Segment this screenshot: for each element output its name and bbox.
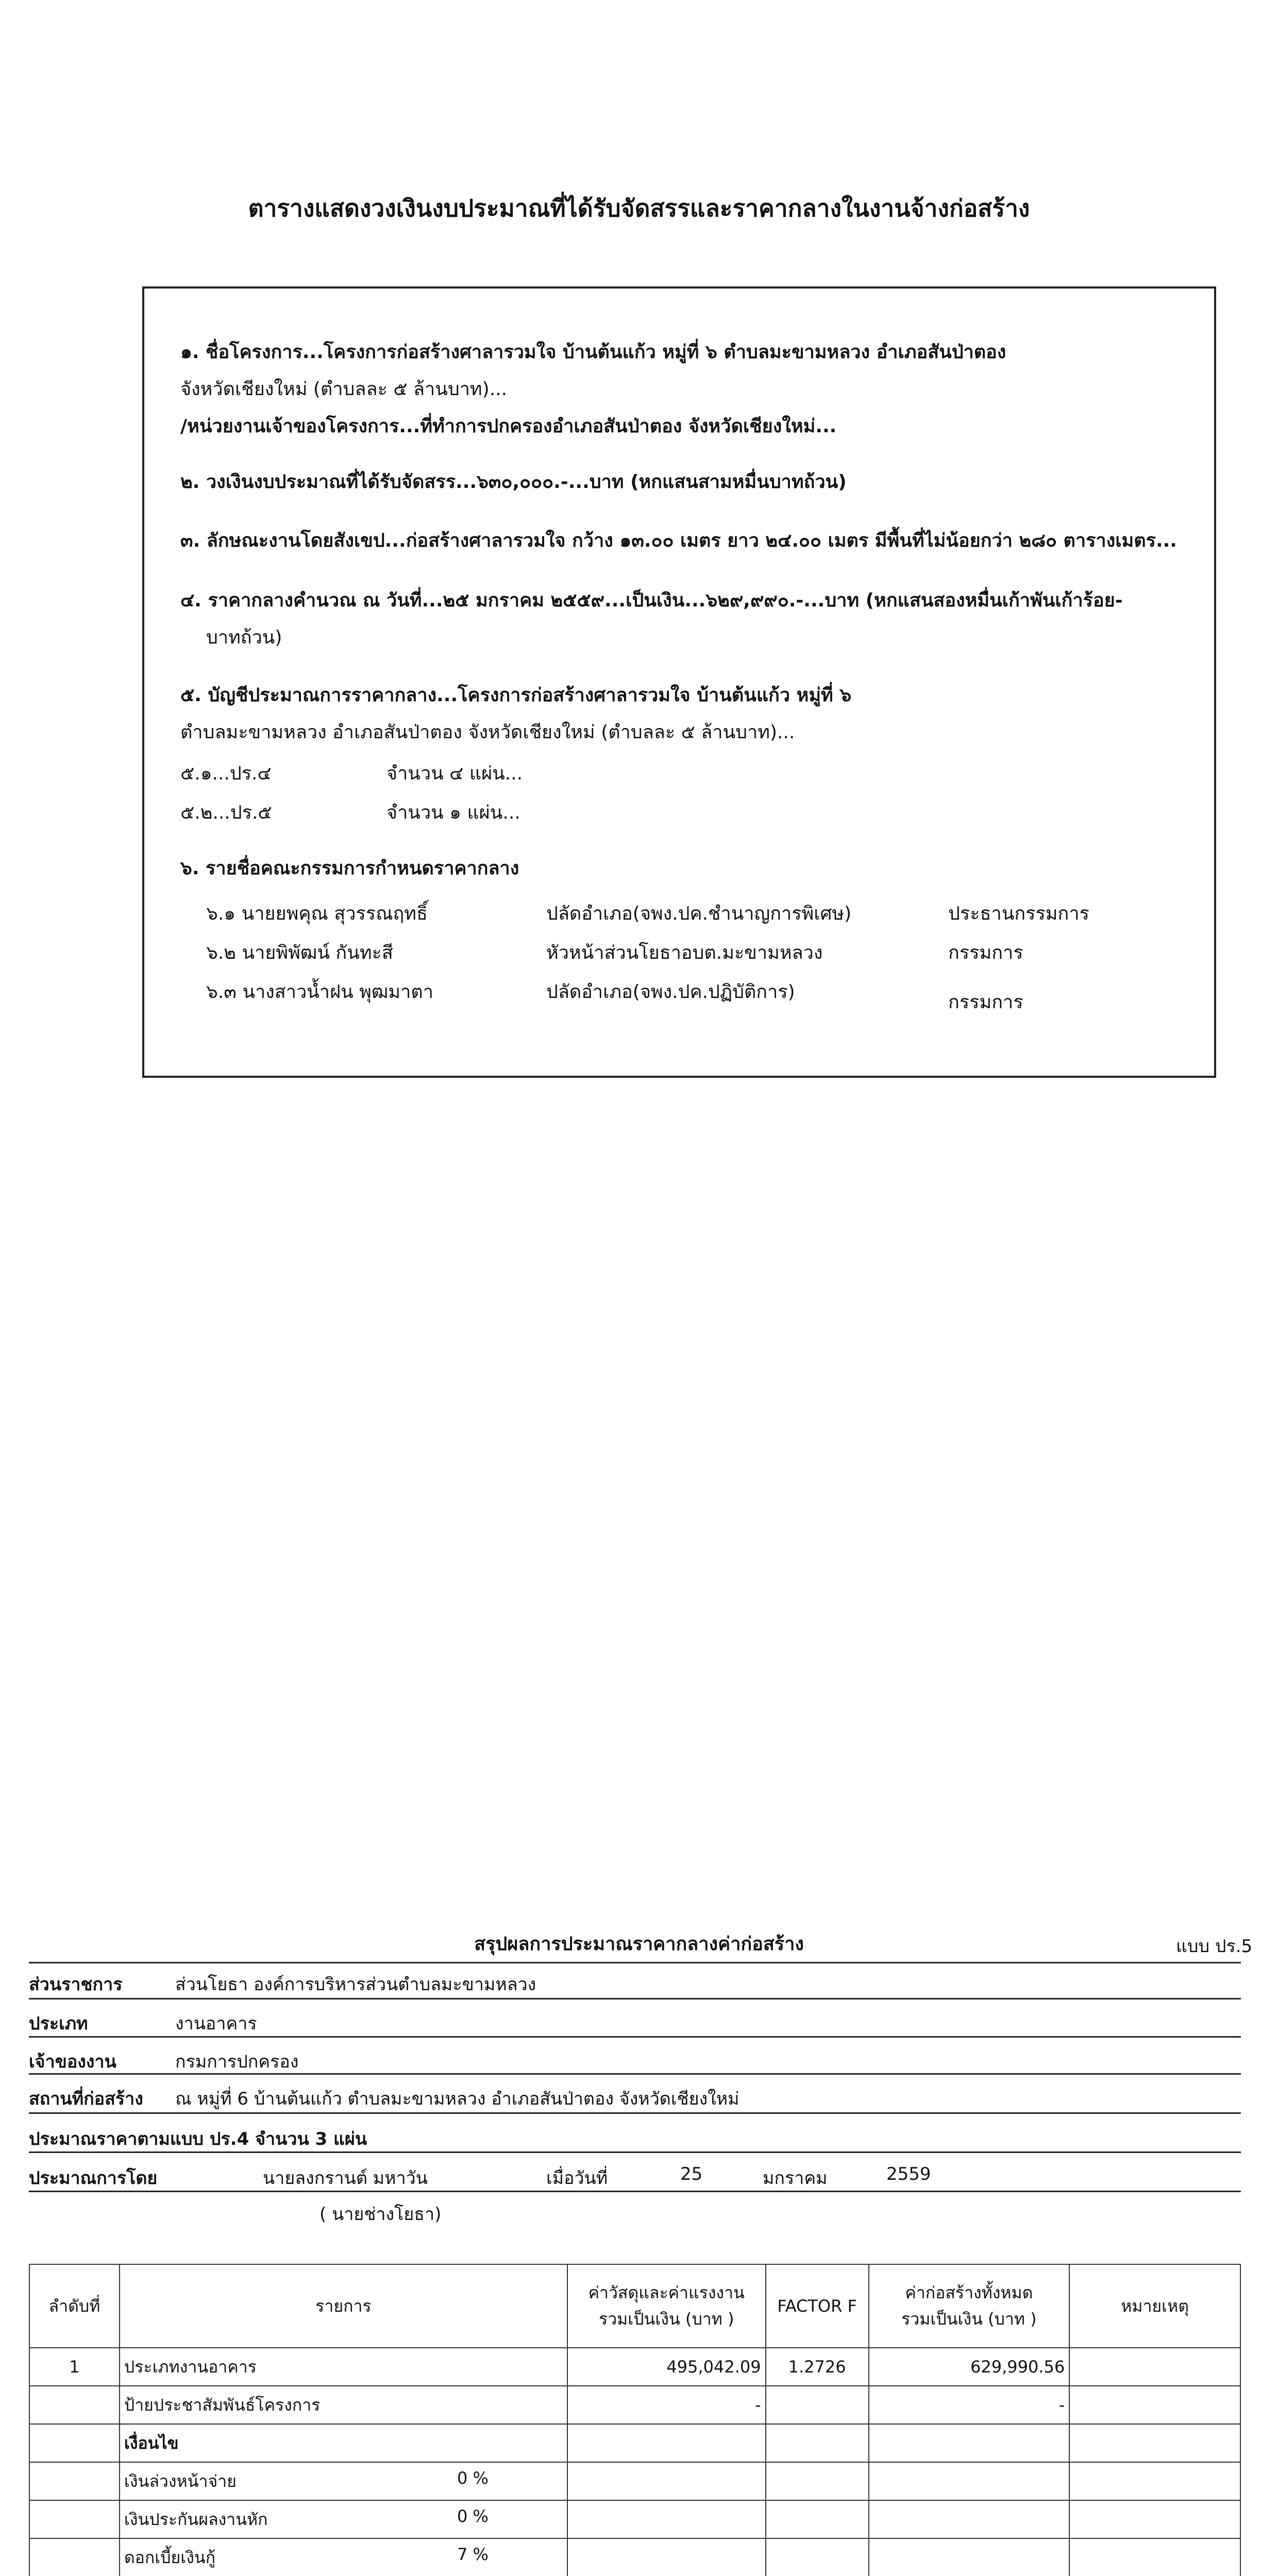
row-material: - <box>567 2386 766 2424</box>
committee-heading: ๖. รายชื่อคณะกรรมการกำหนดราคากลาง <box>180 858 519 879</box>
row-factor: 1.2726 <box>766 2348 869 2386</box>
table-row <box>29 2424 1240 2462</box>
row-remark <box>1069 2386 1240 2424</box>
owner-value: กรมการปกครอง <box>175 2052 299 2072</box>
form-code-label: แบบ ปร.5 <box>1176 1936 1253 1957</box>
form-pr4-label: ๕.๑...ปร.๔ <box>180 763 272 784</box>
type-label: ประเภท <box>29 2013 88 2034</box>
retention-condition <box>120 2500 567 2538</box>
date-month: มกราคม <box>763 2168 828 2189</box>
row-factor <box>766 2500 869 2538</box>
date-year: 2559 <box>886 2164 931 2184</box>
reference-price-line-2: บาทถ้วน) <box>206 627 282 648</box>
row-material <box>567 2538 766 2576</box>
divider <box>29 2073 1241 2075</box>
table-header-row <box>29 2264 1240 2348</box>
condition-value: 7 % <box>457 2544 489 2564</box>
divider <box>29 2036 1241 2038</box>
condition-label: เงินประกันผลงานหัก <box>124 2509 268 2529</box>
row-remark <box>1069 2462 1240 2500</box>
row-no <box>29 2500 120 2538</box>
committee-member-position: หัวหน้าส่วนโยธาอบต.มะขามหลวง <box>546 942 823 963</box>
agency-label: ส่วนราชการ <box>29 1974 123 1995</box>
header-remark: หมายเหตุ <box>1069 2264 1240 2348</box>
committee-member-role: กรรมการ <box>948 942 1023 963</box>
row-remark <box>1069 2538 1240 2576</box>
reference-price-line: ๔. ราคากลางคำนวณ ณ วันที่...๒๕ มกราคม ๒๕๕๙...เป็นเงิน...๖๒๙,๙๙๐.-...บาท (หกแสนสองหมื่นเก้าพันเก้าร้อย- <box>180 590 1123 611</box>
agency-value: ส่วนโยธา องค์การบริหารส่วนตำบลมะขามหลวง <box>175 1974 536 1995</box>
row-no <box>29 2386 120 2424</box>
divider <box>29 2151 1241 2153</box>
form-pr5-label: ๕.๒...ปร.๕ <box>180 802 272 823</box>
owner-label: เจ้าของงาน <box>29 2052 116 2072</box>
project-info-box <box>142 286 1216 1078</box>
row-material: 495,042.09 <box>567 2348 766 2386</box>
condition-value: 0 % <box>457 2468 489 2488</box>
condition-label: เงินล่วงหน้าจ่าย <box>124 2471 237 2491</box>
row-item: ป้ายประชาสัมพันธ์โครงการ <box>120 2386 567 2424</box>
row-material <box>567 2424 766 2462</box>
row-remark <box>1069 2500 1240 2538</box>
header-no: ลำดับที่ <box>29 2264 120 2348</box>
committee-member-name: ๖.๑ นายยพคุณ สุวรรณฤทธิ์ <box>206 903 428 924</box>
table-row <box>29 2500 1240 2538</box>
header-material-line1: ค่าวัสดุและค่าแรงงาน <box>588 2283 745 2302</box>
header-material <box>567 2264 766 2348</box>
header-factor: FACTOR F <box>766 2264 869 2348</box>
project-name-line: ๑. ชื่อโครงการ...โครงการก่อสร้างศาลารวมใจ บ้านต้นแก้ว หมู่ที่ ๖ ตำบลมะขามหลวง อำเภอสันป่าตอง <box>180 342 1006 363</box>
row-remark <box>1069 2424 1240 2462</box>
committee-member-position: ปลัดอำเภอ(จพง.ปค.ชำนาญการพิเศษ) <box>546 903 852 924</box>
table-row <box>29 2386 1240 2424</box>
row-total <box>869 2462 1070 2500</box>
row-material <box>567 2500 766 2538</box>
table-row <box>29 2462 1240 2500</box>
divider <box>29 1962 1241 1963</box>
site-value: ณ หมู่ที่ 6 บ้านต้นแก้ว ตำบลมะขามหลวง อำเภอสันป่าตอง จังหวัดเชียงใหม่ <box>175 2089 739 2109</box>
committee-member-role: ประธานกรรมการ <box>948 903 1089 924</box>
form-pr5-quantity: จำนวน ๑ แผ่น... <box>386 802 520 823</box>
form-pr4-quantity: จำนวน ๔ แผ่น... <box>386 763 523 784</box>
cost-summary-table <box>29 2264 1241 2576</box>
condition-value: 0 % <box>457 2506 489 2526</box>
scope-line: ๓. ลักษณะงานโดยสังเขป...ก่อสร้างศาลารวมใจ กว้าง ๑๓.๐๐ เมตร ยาว ๒๔.๐๐ เมตร มีพื้นที่ไม่น้อยกว่า ๒๘๐ ตารางเมตร... <box>180 530 1177 551</box>
row-total <box>869 2538 1070 2576</box>
header-material-line2: รวมเป็นเงิน (บาท ) <box>599 2309 734 2329</box>
row-no <box>29 2462 120 2500</box>
row-factor <box>766 2538 869 2576</box>
row-total <box>869 2500 1070 2538</box>
condition-label: ดอกเบี้ยเงินกู้ <box>124 2547 216 2567</box>
header-item: รายการ <box>120 2264 567 2348</box>
summary-title: สรุปผลการประมาณราคากลางค่าก่อสร้าง <box>474 1934 804 1955</box>
header-total-line1: ค่าก่อสร้างทั้งหมด <box>905 2283 1033 2302</box>
estimator-name: นายลงกรานต์ มหาวัน <box>263 2168 428 2189</box>
row-total: - <box>869 2386 1070 2424</box>
committee-member-role: กรรมการ <box>948 992 1023 1013</box>
date-day: 25 <box>680 2164 703 2184</box>
committee-member-position: ปลัดอำเภอ(จพง.ปค.ปฏิบัติการ) <box>546 981 795 1003</box>
date-label: เมื่อวันที่ <box>546 2168 608 2189</box>
form-reference: ประมาณราคาตามแบบ ปร.4 จำนวน 3 แผ่น <box>29 2129 367 2149</box>
header-total <box>869 2264 1070 2348</box>
row-no <box>29 2424 120 2462</box>
document-title: ตารางแสดงวงเงินงบประมาณที่ได้รับจัดสรรและราคากลางในงานจ้างก่อสร้าง <box>248 194 1030 222</box>
committee-member-name: ๖.๓ นางสาวน้ำฝน พุฒมาตา <box>206 981 433 1003</box>
divider <box>29 1998 1241 1999</box>
header-total-line2: รวมเป็นเงิน (บาท ) <box>901 2309 1037 2329</box>
estimator-label: ประมาณการโดย <box>29 2168 158 2189</box>
row-item: ประเภทงานอาคาร <box>120 2348 567 2386</box>
row-factor <box>766 2462 869 2500</box>
budget-line: ๒. วงเงินงบประมาณที่ได้รับจัดสรร...๖๓๐,๐๐๐.-...บาท (หกแสนสามหมื่นบาทถ้วน) <box>180 471 847 493</box>
row-factor <box>766 2386 869 2424</box>
row-total: 629,990.56 <box>869 2348 1070 2386</box>
estimate-list-line-2: ตำบลมะขามหลวง อำเภอสันป่าตอง จังหวัดเชียงใหม่ (ตำบลละ ๕ ล้านบาท)... <box>180 722 795 743</box>
type-value: งานอาคาร <box>175 2013 257 2034</box>
row-total <box>869 2424 1070 2462</box>
advance-payment-condition <box>120 2462 567 2500</box>
divider <box>29 2112 1241 2114</box>
project-name-line-2: จังหวัดเชียงใหม่ (ตำบลละ ๕ ล้านบาท)... <box>180 379 508 400</box>
project-owner-line: /หน่วยงานเจ้าของโครงการ...ที่ทำการปกครองอำเภอสันป่าตอง จังหวัดเชียงใหม่... <box>180 416 837 437</box>
site-label: สถานที่ก่อสร้าง <box>29 2089 143 2109</box>
interest-condition <box>120 2538 567 2576</box>
row-factor <box>766 2424 869 2462</box>
table-row <box>29 2538 1240 2576</box>
divider <box>29 2191 1241 2192</box>
committee-member-name: ๖.๒ นายพิพัฒน์ กันทะสี <box>206 942 393 963</box>
row-no <box>29 2538 120 2576</box>
row-no: 1 <box>29 2348 120 2386</box>
estimator-role: ( นายช่างโยธา) <box>320 2204 442 2225</box>
row-remark <box>1069 2348 1240 2386</box>
row-material <box>567 2462 766 2500</box>
conditions-heading: เงื่อนไข <box>120 2424 567 2462</box>
estimate-list-line: ๕. บัญชีประมาณการราคากลาง...โครงการก่อสร้างศาลารวมใจ บ้านต้นแก้ว หมู่ที่ ๖ <box>180 685 852 706</box>
table-row <box>29 2348 1240 2386</box>
